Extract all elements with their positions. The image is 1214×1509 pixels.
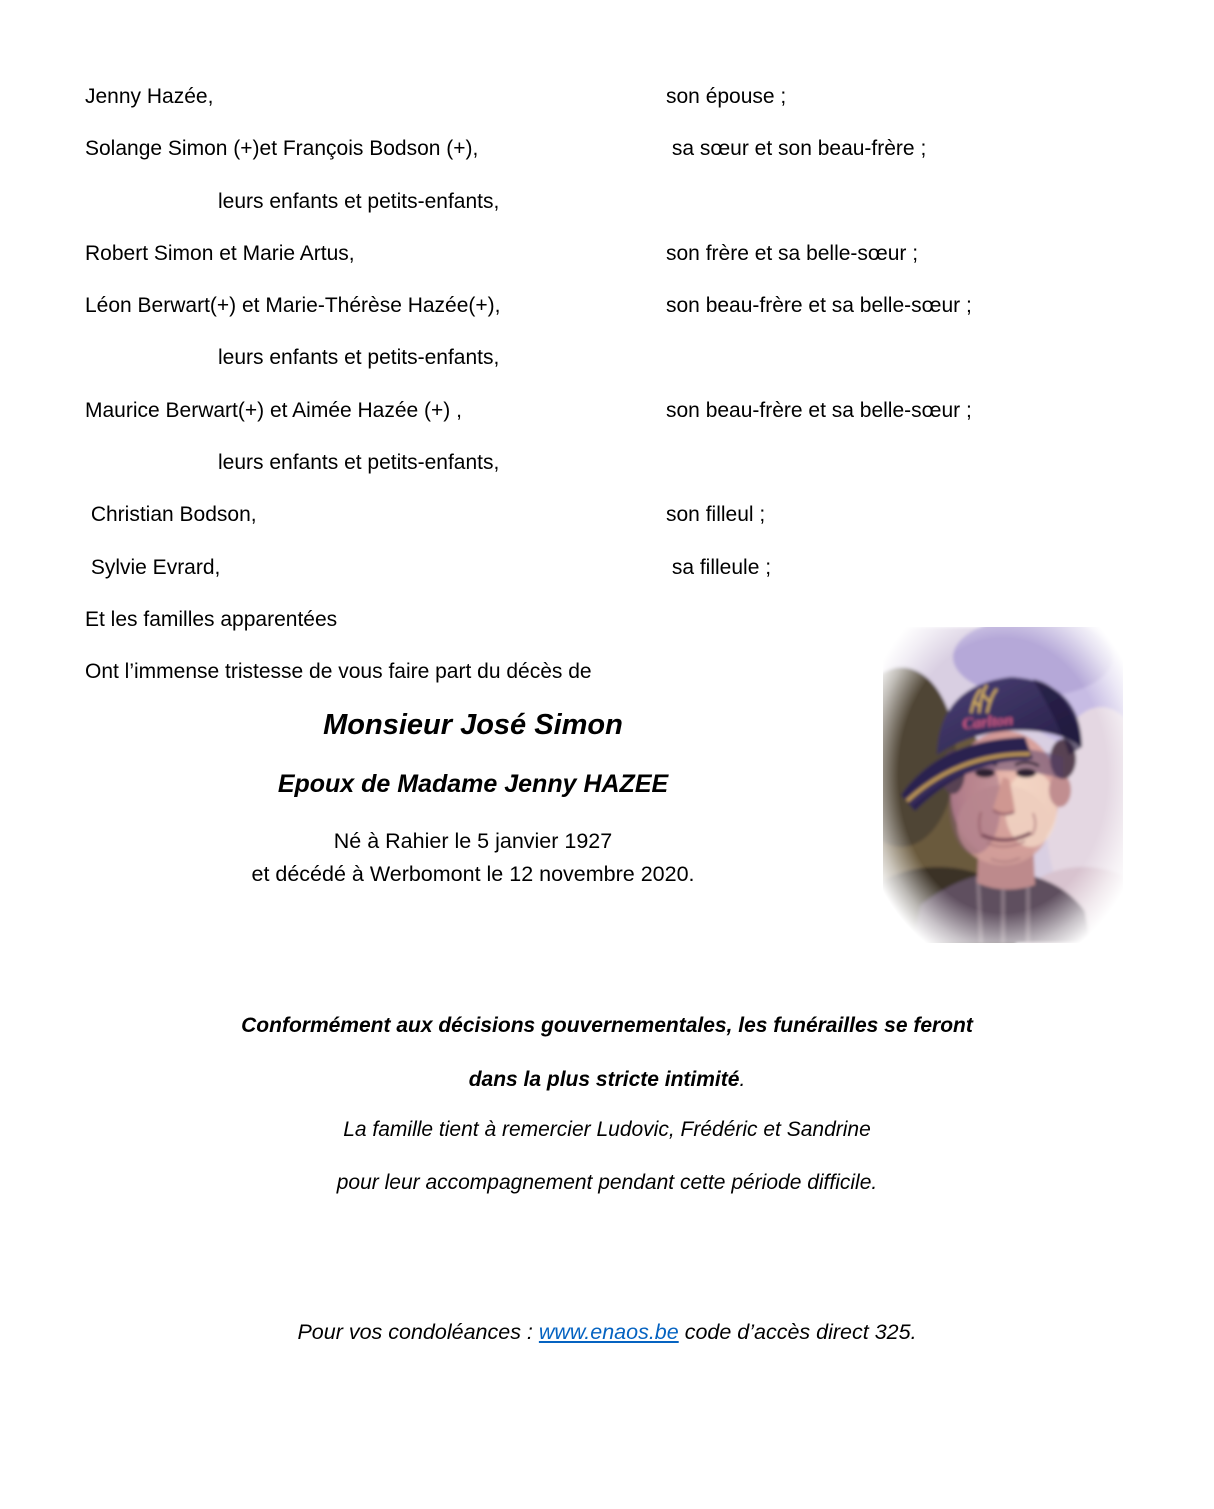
portrait-photo [883,627,1123,943]
family-relation [666,190,1165,242]
thanks-line2: pour leur accompagnement pendant cette période difficile. [336,1171,878,1194]
family-member-name: Et les familles apparentées [85,607,338,631]
family-row [85,556,1165,608]
family-row [85,346,1165,398]
family-list [85,85,1165,713]
family-row [85,242,1165,294]
family-row [85,503,1165,555]
death-line: et décédé à Werbomont le 12 novembre 2020. [251,862,695,886]
family-relation [666,451,1165,503]
family-relation: son frère et sa belle-sœur ; [666,241,919,265]
family-relation [666,346,1165,398]
family-member-name: Léon Berwart(+) et Marie-Thérèse Hazée(+), [85,294,501,318]
family-member-name: leurs enfants et petits-enfants, [218,451,500,475]
thanks-line1: La famille tient à remercier Ludovic, Frédéric et Sandrine [343,1118,871,1141]
family-member-name: Jenny Hazée, [85,85,214,108]
funeral-notice [0,1012,1214,1196]
family-member-name: leurs enfants et petits-enfants, [218,189,500,213]
condolences-suffix: code d’accès direct 325. [678,1320,917,1344]
family-relation: son beau-frère et sa belle-sœur ; [666,294,972,318]
portrait-photo-illustration [883,627,1123,943]
family-member-name: Christian Bodson, [85,503,257,527]
notice-line1: Conformément aux décisions gouvernementales, les funérailles se feront [241,1014,973,1037]
deceased-spouse-line: Epoux de Madame Jenny HAZEE [277,770,669,798]
notice-line2-period: . [739,1068,746,1091]
family-row [85,190,1165,242]
family-member-name: Ont l’immense tristesse de vous faire part du décès de [85,660,592,684]
family-relation: son beau-frère et sa belle-sœur ; [666,398,972,422]
family-row [85,85,1165,137]
family-relation: sa filleule ; [666,555,772,579]
family-relation: sa sœur et son beau-frère ; [666,137,927,161]
family-row [85,451,1165,503]
family-relation: son filleul ; [666,503,766,527]
notice-line2 [0,1066,1214,1093]
condolences-line [0,1318,1214,1346]
deceased-name: Monsieur José Simon [323,709,623,741]
family-member-name: leurs enfants et petits-enfants, [218,346,500,370]
family-member-name: Maurice Berwart(+) et Aimée Hazée (+) , [85,398,462,422]
condolences-prefix: Pour vos condoléances : [297,1320,539,1344]
family-member-name: Robert Simon et Marie Artus, [85,241,355,265]
family-member-name: Solange Simon (+)et François Bodson (+), [85,137,479,161]
deceased-block [0,707,946,888]
family-relation: son épouse ; [666,85,787,108]
family-row [85,399,1165,451]
notice-line2-text: dans la plus stricte intimité [468,1068,740,1091]
family-row [85,137,1165,189]
condolences-link[interactable]: www.enaos.be [538,1320,679,1344]
family-row [85,294,1165,346]
birth-line: Né à Rahier le 5 janvier 1927 [333,829,613,853]
family-member-name: Sylvie Evrard, [85,555,221,579]
